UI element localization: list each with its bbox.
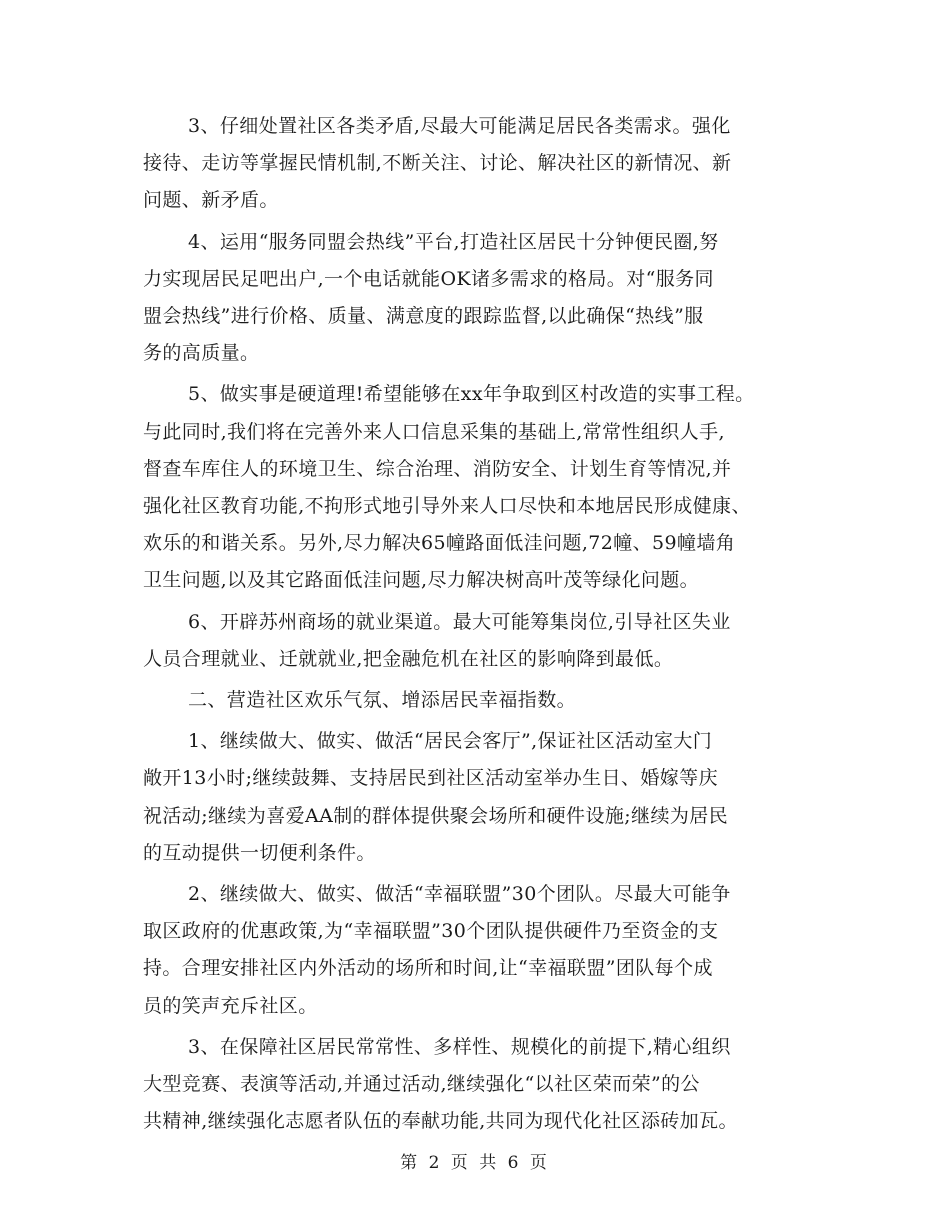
paragraph-line: 敞开13小时;继续鼓舞、支持居民到社区活动室举办生日、婚嫁等庆 (143, 767, 718, 790)
paragraph-line: 取区政府的优惠政策,为“幸福联盟”30个团队提供硬件乃至资金的支 (143, 920, 719, 943)
paragraph-line: 4、运用“服务同盟会热线”平台,打造社区居民十分钟便民圈,努 (188, 230, 719, 253)
paragraph-line: 督查车库住人的环境卫生、综合治理、消防安全、计划生育等情况,并 (143, 457, 732, 480)
paragraph-line: 3、在保障社区居民常常性、多样性、规模化的前提下,精心组织 (188, 1035, 731, 1058)
paragraph-line: 强化社区教育功能,不拘形式地引导外来人口尽快和本地居民形成健康、 (143, 495, 751, 518)
paragraph-line: 欢乐的和谐关系。另外,尽力解决65幢路面低洼问题,72幢、59幢墙角 (143, 532, 736, 555)
paragraph-section2-item-3 (143, 1029, 811, 1141)
section-heading-line: 二、营造社区欢乐气氛、增添居民幸福指数。 (188, 689, 577, 712)
paragraph-line: 的互动提供一切便利条件。 (143, 841, 376, 864)
section-heading-2 (143, 682, 811, 719)
page-number-footer: 第 2 页 共 6 页 (400, 1153, 550, 1173)
paragraph-line: 持。合理安排社区内外活动的场所和时间,让“幸福联盟”团队每个成 (143, 957, 713, 980)
paragraph-line: 祝活动;继续为喜爱AA制的群体提供聚会场所和硬件设施;继续为居民 (143, 804, 729, 827)
paragraph-item-3 (143, 108, 811, 220)
paragraph-item-4 (143, 224, 811, 373)
paragraph-item-6 (143, 604, 811, 678)
paragraph-line: 人员合理就业、迁就就业,把金融危机在社区的影响降到最低。 (143, 647, 674, 670)
paragraph-line: 与此同时,我们将在完善外来人口信息采集的基础上,常常性组织人手, (143, 420, 725, 443)
paragraph-line: 3、仔细处置社区各类矛盾,尽最大可能满足居民各类需求。强化 (188, 115, 731, 137)
paragraph-line: 2、继续做大、做实、做活“幸福联盟”30个团队。尽最大可能争 (188, 883, 731, 906)
paragraph-line: 盟会热线”进行价格、质量、满意度的跟踪监督,以此确保“热线”服 (143, 305, 704, 328)
document-body (143, 108, 811, 1144)
paragraph-line: 问题、新矛盾。 (143, 189, 279, 212)
paragraph-line: 共精神,继续强化志愿者队伍的奉献功能,共同为现代化社区添砖加瓦。 (143, 1110, 738, 1133)
paragraph-line: 接待、走访等掌握民情机制,不断关注、讨论、解决社区的新情况、新 (143, 152, 732, 175)
paragraph-line: 力实现居民足吧出户,一个电话就能OK诸多需求的格局。对“服务同 (143, 267, 714, 290)
paragraph-line: 1、继续做大、做实、做活“居民会客厅”,保证社区活动室大门 (188, 730, 713, 753)
paragraph-line: 6、开辟苏州商场的就业渠道。最大可能筹集岗位,引导社区失业 (188, 610, 731, 633)
paragraph-line: 卫生问题,以及其它路面低洼问题,尽力解决树高叶茂等绿化问题。 (143, 569, 700, 592)
paragraph-line: 务的高质量。 (143, 342, 260, 365)
paragraph-section2-item-1 (143, 723, 811, 872)
paragraph-item-5 (143, 376, 811, 599)
paragraph-line: 5、做实事是硬道理!希望能够在xx年争取到区村改造的实事工程。 (188, 383, 755, 406)
paragraph-section2-item-2 (143, 876, 811, 1025)
paragraph-line: 员的笑声充斥社区。 (143, 994, 318, 1017)
paragraph-line: 大型竞赛、表演等活动,并通过活动,继续强化“以社区荣而荣”的公 (143, 1073, 700, 1096)
